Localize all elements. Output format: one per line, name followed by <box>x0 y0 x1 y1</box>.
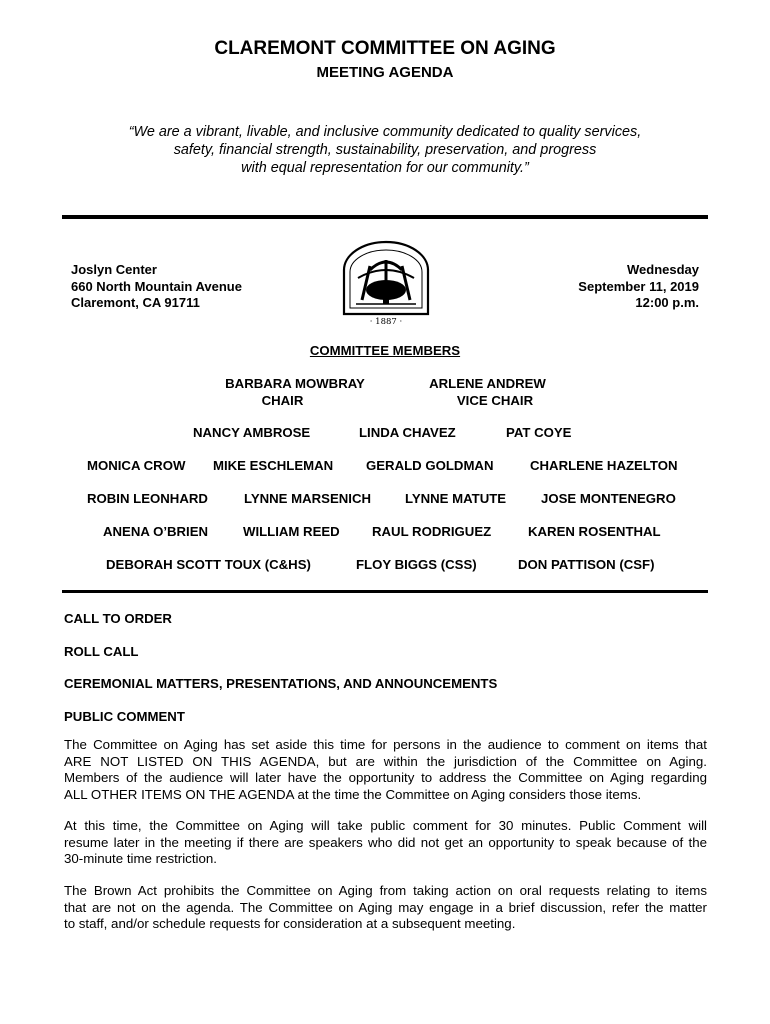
chair-title: CHAIR <box>261 393 304 408</box>
member-name: LINDA CHAVEZ <box>359 425 456 440</box>
page-subtitle: MEETING AGENDA <box>316 64 454 81</box>
location-city: Claremont, CA 91711 <box>71 295 200 310</box>
vice-chair-name: ARLENE ANDREW <box>429 376 546 391</box>
agenda-roll-call: ROLL CALL <box>64 644 139 659</box>
member-name: CHARLENE HAZELTON <box>530 458 678 473</box>
member-name: GERALD GOLDMAN <box>366 458 494 473</box>
members-heading-text: COMMITTEE MEMBERS <box>309 343 461 358</box>
members-divider <box>62 590 708 593</box>
seal-year: · 1887 · <box>369 317 403 327</box>
mission-line-1: “We are a vibrant, livable, and inclusive community dedicated to quality services, <box>128 124 642 140</box>
member-name: ANENA O’BRIEN <box>103 524 209 539</box>
member-name: ROBIN LEONHARD <box>87 491 208 506</box>
meeting-time: 12:00 p.m. <box>635 295 699 310</box>
agenda-public-comment: PUBLIC COMMENT <box>64 709 185 724</box>
location-street: 660 North Mountain Avenue <box>71 278 242 294</box>
paragraph-line: that are not on the agenda. The Committee on Aging may engage in a brief discussion, refer the matter <box>64 899 707 915</box>
member-name: DON PATTISON (CSF) <box>518 557 655 572</box>
paragraph-line: The Committee on Aging has set aside this time for persons in the audience to comment on items that <box>64 737 707 752</box>
paragraph-line: At this time, the Committee on Aging will take public comment for 30 minutes. Public Comment will <box>64 818 707 833</box>
public-comment-paragraph-2 <box>64 818 707 868</box>
paragraph-line: Members of the audience will later have the opportunity to address the Committee on Aging regarding <box>64 770 707 785</box>
brown-act-paragraph <box>64 883 707 933</box>
member-name: JOSE MONTENEGRO <box>541 491 676 506</box>
meeting-date: September 11, 2019 <box>578 278 699 294</box>
paragraph-line: ARE NOT LISTED ON THIS AGENDA, but are within the jurisdiction of the Committee on Aging. <box>64 753 707 769</box>
paragraph-line: The Brown Act prohibits the Committee on Aging from taking action on oral requests relating to items <box>64 883 707 898</box>
member-name: LYNNE MARSENICH <box>244 491 372 506</box>
chair-name: BARBARA MOWBRAY <box>225 376 365 391</box>
paragraph-line: resume later in the meeting if there are speakers who did not get an opportunity to speak because of the <box>64 834 707 850</box>
paragraph-line: to staff, and/or schedule requests for consideration at a subsequent meeting. <box>64 916 516 931</box>
vice-chair-title: VICE CHAIR <box>456 393 534 408</box>
mission-line-2: safety, financial strength, sustainability, preservation, and progress <box>173 142 597 158</box>
member-name: FLOY BIGGS (CSS) <box>356 557 477 572</box>
member-name: DEBORAH SCOTT TOUX (C&HS) <box>106 557 311 572</box>
location-block <box>71 262 242 312</box>
member-name: WILLIAM REED <box>243 524 340 539</box>
city-seal <box>340 240 432 328</box>
datetime-block <box>578 262 699 312</box>
member-name: MIKE ESCHLEMAN <box>213 458 334 473</box>
member-name: PAT COYE <box>506 425 572 440</box>
member-name: RAUL RODRIGUEZ <box>372 524 492 539</box>
member-name: KAREN ROSENTHAL <box>528 524 661 539</box>
member-name: LYNNE MATUTE <box>405 491 507 506</box>
public-comment-paragraph-1 <box>64 737 707 803</box>
paragraph-line: 30-minute time restriction. <box>64 851 217 866</box>
header-divider <box>62 215 708 219</box>
location-venue: Joslyn Center <box>71 262 157 277</box>
members-heading <box>0 343 770 358</box>
agenda-ceremonial: CEREMONIAL MATTERS, PRESENTATIONS, AND ANNOUNCEMENTS <box>64 676 498 691</box>
page-title: CLAREMONT COMMITTEE ON AGING <box>214 38 556 59</box>
agenda-call-to-order: CALL TO ORDER <box>64 611 172 626</box>
member-name: NANCY AMBROSE <box>193 425 311 440</box>
mission-line-3: with equal representation for our community.” <box>241 160 529 176</box>
paragraph-line: ALL OTHER ITEMS ON THE AGENDA at the time the Committee on Aging considers those items. <box>64 786 642 802</box>
meeting-day: Wednesday <box>626 262 699 277</box>
member-name: MONICA CROW <box>87 458 186 473</box>
